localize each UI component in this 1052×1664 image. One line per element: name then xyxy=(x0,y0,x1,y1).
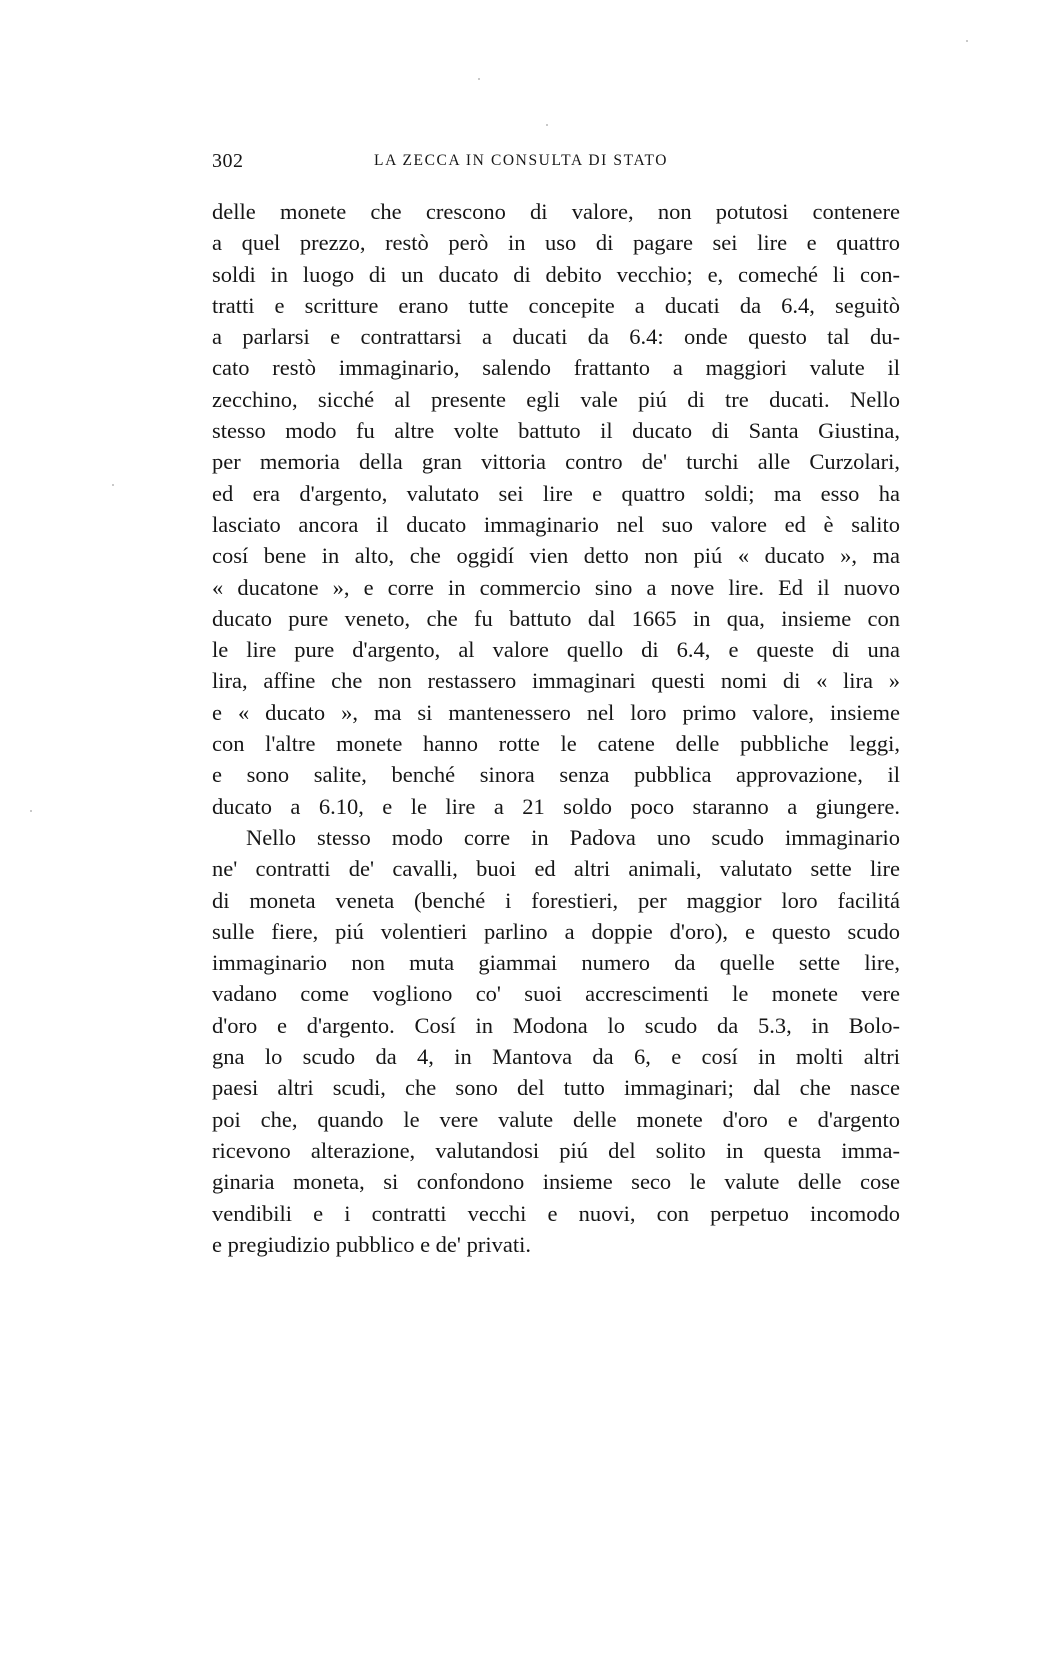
text-line: stesso modo fu altre volte battuto il ducato di Santa Giustina, xyxy=(212,418,900,444)
text-line: ed era d'argento, valutato sei lire e quattro soldi; ma esso ha xyxy=(212,480,900,506)
text-line: delle monete che crescono di valore, non potutosi contenere xyxy=(212,199,900,224)
scan-speck xyxy=(112,484,114,486)
scan-speck xyxy=(546,124,548,126)
running-head xyxy=(212,150,912,174)
text-line: cato restò immaginario, salendo frattanto a maggiori valute il xyxy=(212,355,900,381)
text-line: ducato pure veneto, che fu battuto dal 1665 in qua, insieme con xyxy=(212,605,900,631)
text-line: sulle fiere, piú volentieri parlino a doppie d'oro), e questo scudo xyxy=(212,918,900,944)
paragraph-1 xyxy=(212,196,900,822)
text-line: a parlarsi e contrattarsi a ducati da 6.4: onde questo tal du- xyxy=(212,324,900,350)
text-line: vadano come vogliono co' suoi accrescimenti le monete vere xyxy=(212,981,900,1007)
text-line: poi che, quando le vere valute delle monete d'oro e d'argento xyxy=(212,1106,900,1132)
text-line: e pregiudizio pubblico e de' privati. xyxy=(212,1231,531,1257)
body-text xyxy=(212,196,900,1260)
scan-speck xyxy=(966,40,968,42)
text-line: Nello stesso modo corre in Padova uno scudo immaginario xyxy=(246,824,900,850)
text-line: « ducatone », e corre in commercio sino a nove lire. Ed il nuovo xyxy=(212,574,900,600)
text-line: con l'altre monete hanno rotte le catene delle pubbliche leggi, xyxy=(212,731,900,757)
text-line: vendibili e i contratti vecchi e nuovi, con perpetuo incomodo xyxy=(212,1200,900,1226)
page-number: 302 xyxy=(212,150,244,172)
paragraph-2 xyxy=(212,822,900,1260)
text-line: zecchino, sicché al presente egli vale piú di tre ducati. Nello xyxy=(212,386,900,412)
text-line: immaginario non muta giammai numero da quelle sette lire, xyxy=(212,950,900,976)
text-line: e sono salite, benché sinora senza pubblica approvazione, il xyxy=(212,762,900,788)
text-line: paesi altri scudi, che sono del tutto immaginari; dal che nasce xyxy=(212,1075,900,1101)
text-line: per memoria della gran vittoria contro de' turchi alle Curzolari, xyxy=(212,449,900,475)
text-line: d'oro e d'argento. Cosí in Modona lo scudo da 5.3, in Bolo- xyxy=(212,1012,900,1038)
text-line: di moneta veneta (benché i forestieri, per maggior loro facilitá xyxy=(212,887,900,913)
text-line: ginaria moneta, si confondono insieme seco le valute delle cose xyxy=(212,1169,900,1195)
text-line: gna lo scudo da 4, in Mantova da 6, e cosí in molti altri xyxy=(212,1044,900,1070)
text-line: ricevono alterazione, valutandosi piú del solito in questa imma- xyxy=(212,1137,900,1163)
text-line: ne' contratti de' cavalli, buoi ed altri animali, valutato sette lire xyxy=(212,856,900,882)
text-line: ducato a 6.10, e le lire a 21 soldo poco staranno a giungere. xyxy=(212,793,900,819)
text-line: e « ducato », ma si mantenessero nel loro primo valore, insieme xyxy=(212,699,900,725)
running-title: LA ZECCA IN CONSULTA DI STATO xyxy=(374,152,669,169)
text-line: soldi in luogo di un ducato di debito vecchio; e, comeché li con- xyxy=(212,261,900,287)
scan-speck xyxy=(30,810,32,812)
text-line: a quel prezzo, restò però in uso di pagare sei lire e quattro xyxy=(212,230,900,256)
text-line: lasciato ancora il ducato immaginario nel suo valore ed è salito xyxy=(212,511,900,537)
text-line: lira, affine che non restassero immaginari questi nomi di « lira » xyxy=(212,668,900,694)
text-line: cosí bene in alto, che oggidí vien detto non piú « ducato », ma xyxy=(212,543,900,569)
text-line: tratti e scritture erano tutte concepite a ducati da 6.4, seguitò xyxy=(212,292,900,318)
text-line: le lire pure d'argento, al valore quello di 6.4, e queste di una xyxy=(212,637,900,663)
scan-speck xyxy=(478,78,480,80)
